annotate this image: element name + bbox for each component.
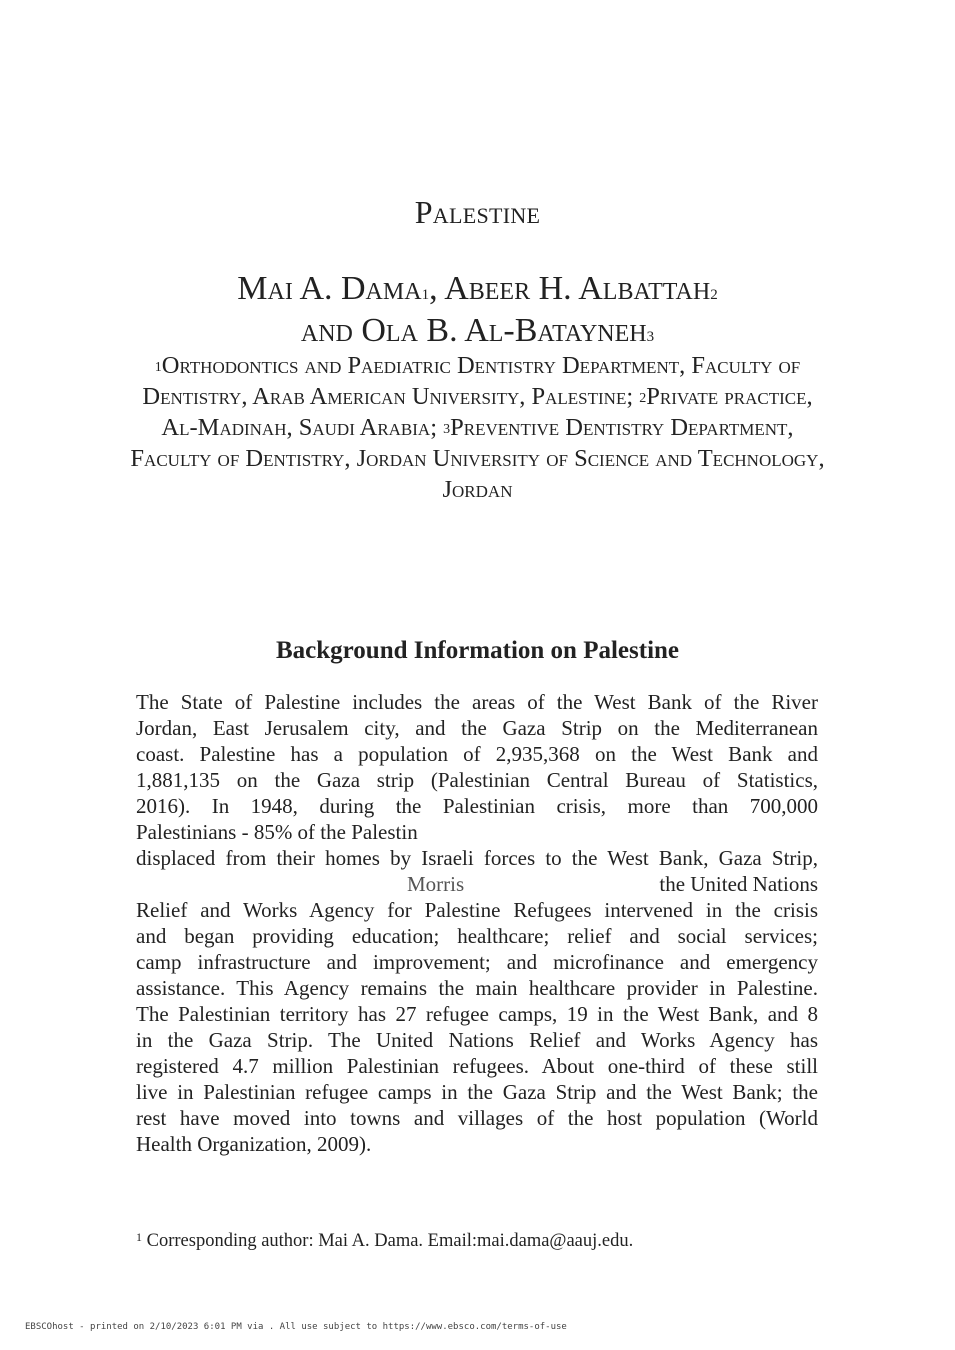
body-line: rest have moved into towns and villages of the host population (World	[136, 1106, 818, 1130]
body-line: 1,881,135 on the Gaza strip (Palestinian Central Bureau of Statistics,	[136, 768, 818, 792]
section-heading: Background Information on Palestine	[275, 637, 680, 664]
body-line: registered 4.7 million Palestinian refugees. About one-third of these still	[136, 1054, 818, 1078]
body-line: in the Gaza Strip. The United Nations Relief and Works Agency has	[136, 1028, 818, 1052]
body-line: assistance. This Agency remains the main healthcare provider in Palestine.	[136, 976, 818, 1000]
affiliation-text: Orthodontics and Paediatric Dentistry Department, Faculty of Dentistry, Arab American University, Palestine;	[142, 352, 801, 410]
author-affiliation-marker: 3	[646, 329, 655, 345]
affiliation-marker: 2	[639, 391, 647, 406]
print-notice: EBSCOhost - printed on 2/10/2023 6:01 PM via . All use subject to https://www.ebsco.com/terms-of-use	[25, 1322, 567, 1332]
footnote	[136, 1231, 818, 1252]
author-name: Mai A. Dama	[237, 270, 422, 307]
affiliation-marker: 1	[154, 360, 162, 375]
author-name: and Ola B. Al-Batayneh	[300, 312, 647, 349]
body-line-fragmented	[136, 871, 818, 897]
body-line-last: Health Organization, 2009).	[136, 1132, 372, 1156]
author-affiliation-marker: 1	[421, 287, 430, 303]
text-fragment: the United Nations	[659, 872, 818, 896]
author-line-1	[0, 268, 955, 310]
chapter-title: Palestine	[414, 194, 541, 230]
author-affiliation-marker: 2	[710, 287, 718, 303]
author-name: Abeer H. Albattah	[444, 270, 711, 307]
author-separator: ,	[429, 270, 445, 307]
body-line: and began providing education; healthcare; relief and social services;	[136, 924, 818, 948]
affiliation-marker: 3	[443, 422, 451, 437]
body-line: Relief and Works Agency for Palestine Refugees intervened in the crisis	[136, 898, 818, 922]
body-line: The Palestinian territory has 27 refugee camps, 19 in the West Bank, and 8	[136, 1002, 818, 1026]
body-line: displaced from their homes by Israeli forces to the West Bank, Gaza Strip,	[136, 846, 818, 870]
affiliation-text: Preventive Dentistry Department, Faculty of Dentistry, Jordan University of Science and Technology, Jordan	[130, 414, 825, 503]
citation-fragment: Morris	[407, 872, 465, 896]
body-line: Jordan, East Jerusalem city, and the Gaza Strip on the Mediterranean	[136, 716, 818, 740]
body-line-truncated: Palestinians - 85% of the Palestin	[136, 820, 418, 844]
body-line: camp infrastructure and improvement; and microfinance and emergency	[136, 950, 818, 974]
body-line: The State of Palestine includes the areas of the West Bank of the River	[136, 690, 818, 714]
body-paragraph	[136, 689, 818, 1157]
affiliation-text: Private practice, Al-Madinah, Saudi Arabia;	[161, 383, 813, 441]
author-line-2	[0, 310, 955, 352]
body-line: live in Palestinian refugee camps in the Gaza Strip and the West Bank; the	[136, 1080, 818, 1104]
footnote-text: Corresponding author: Mai A. Dama. Email:mai.dama@aauj.edu.	[142, 1231, 634, 1251]
footnote-marker: 1	[136, 1230, 142, 1244]
body-line: 2016). In 1948, during the Palestinian crisis, more than 700,000	[136, 794, 818, 818]
author-list	[0, 268, 955, 352]
affiliations	[130, 350, 825, 505]
body-line: coast. Palestine has a population of 2,935,368 on the West Bank and	[136, 742, 818, 766]
